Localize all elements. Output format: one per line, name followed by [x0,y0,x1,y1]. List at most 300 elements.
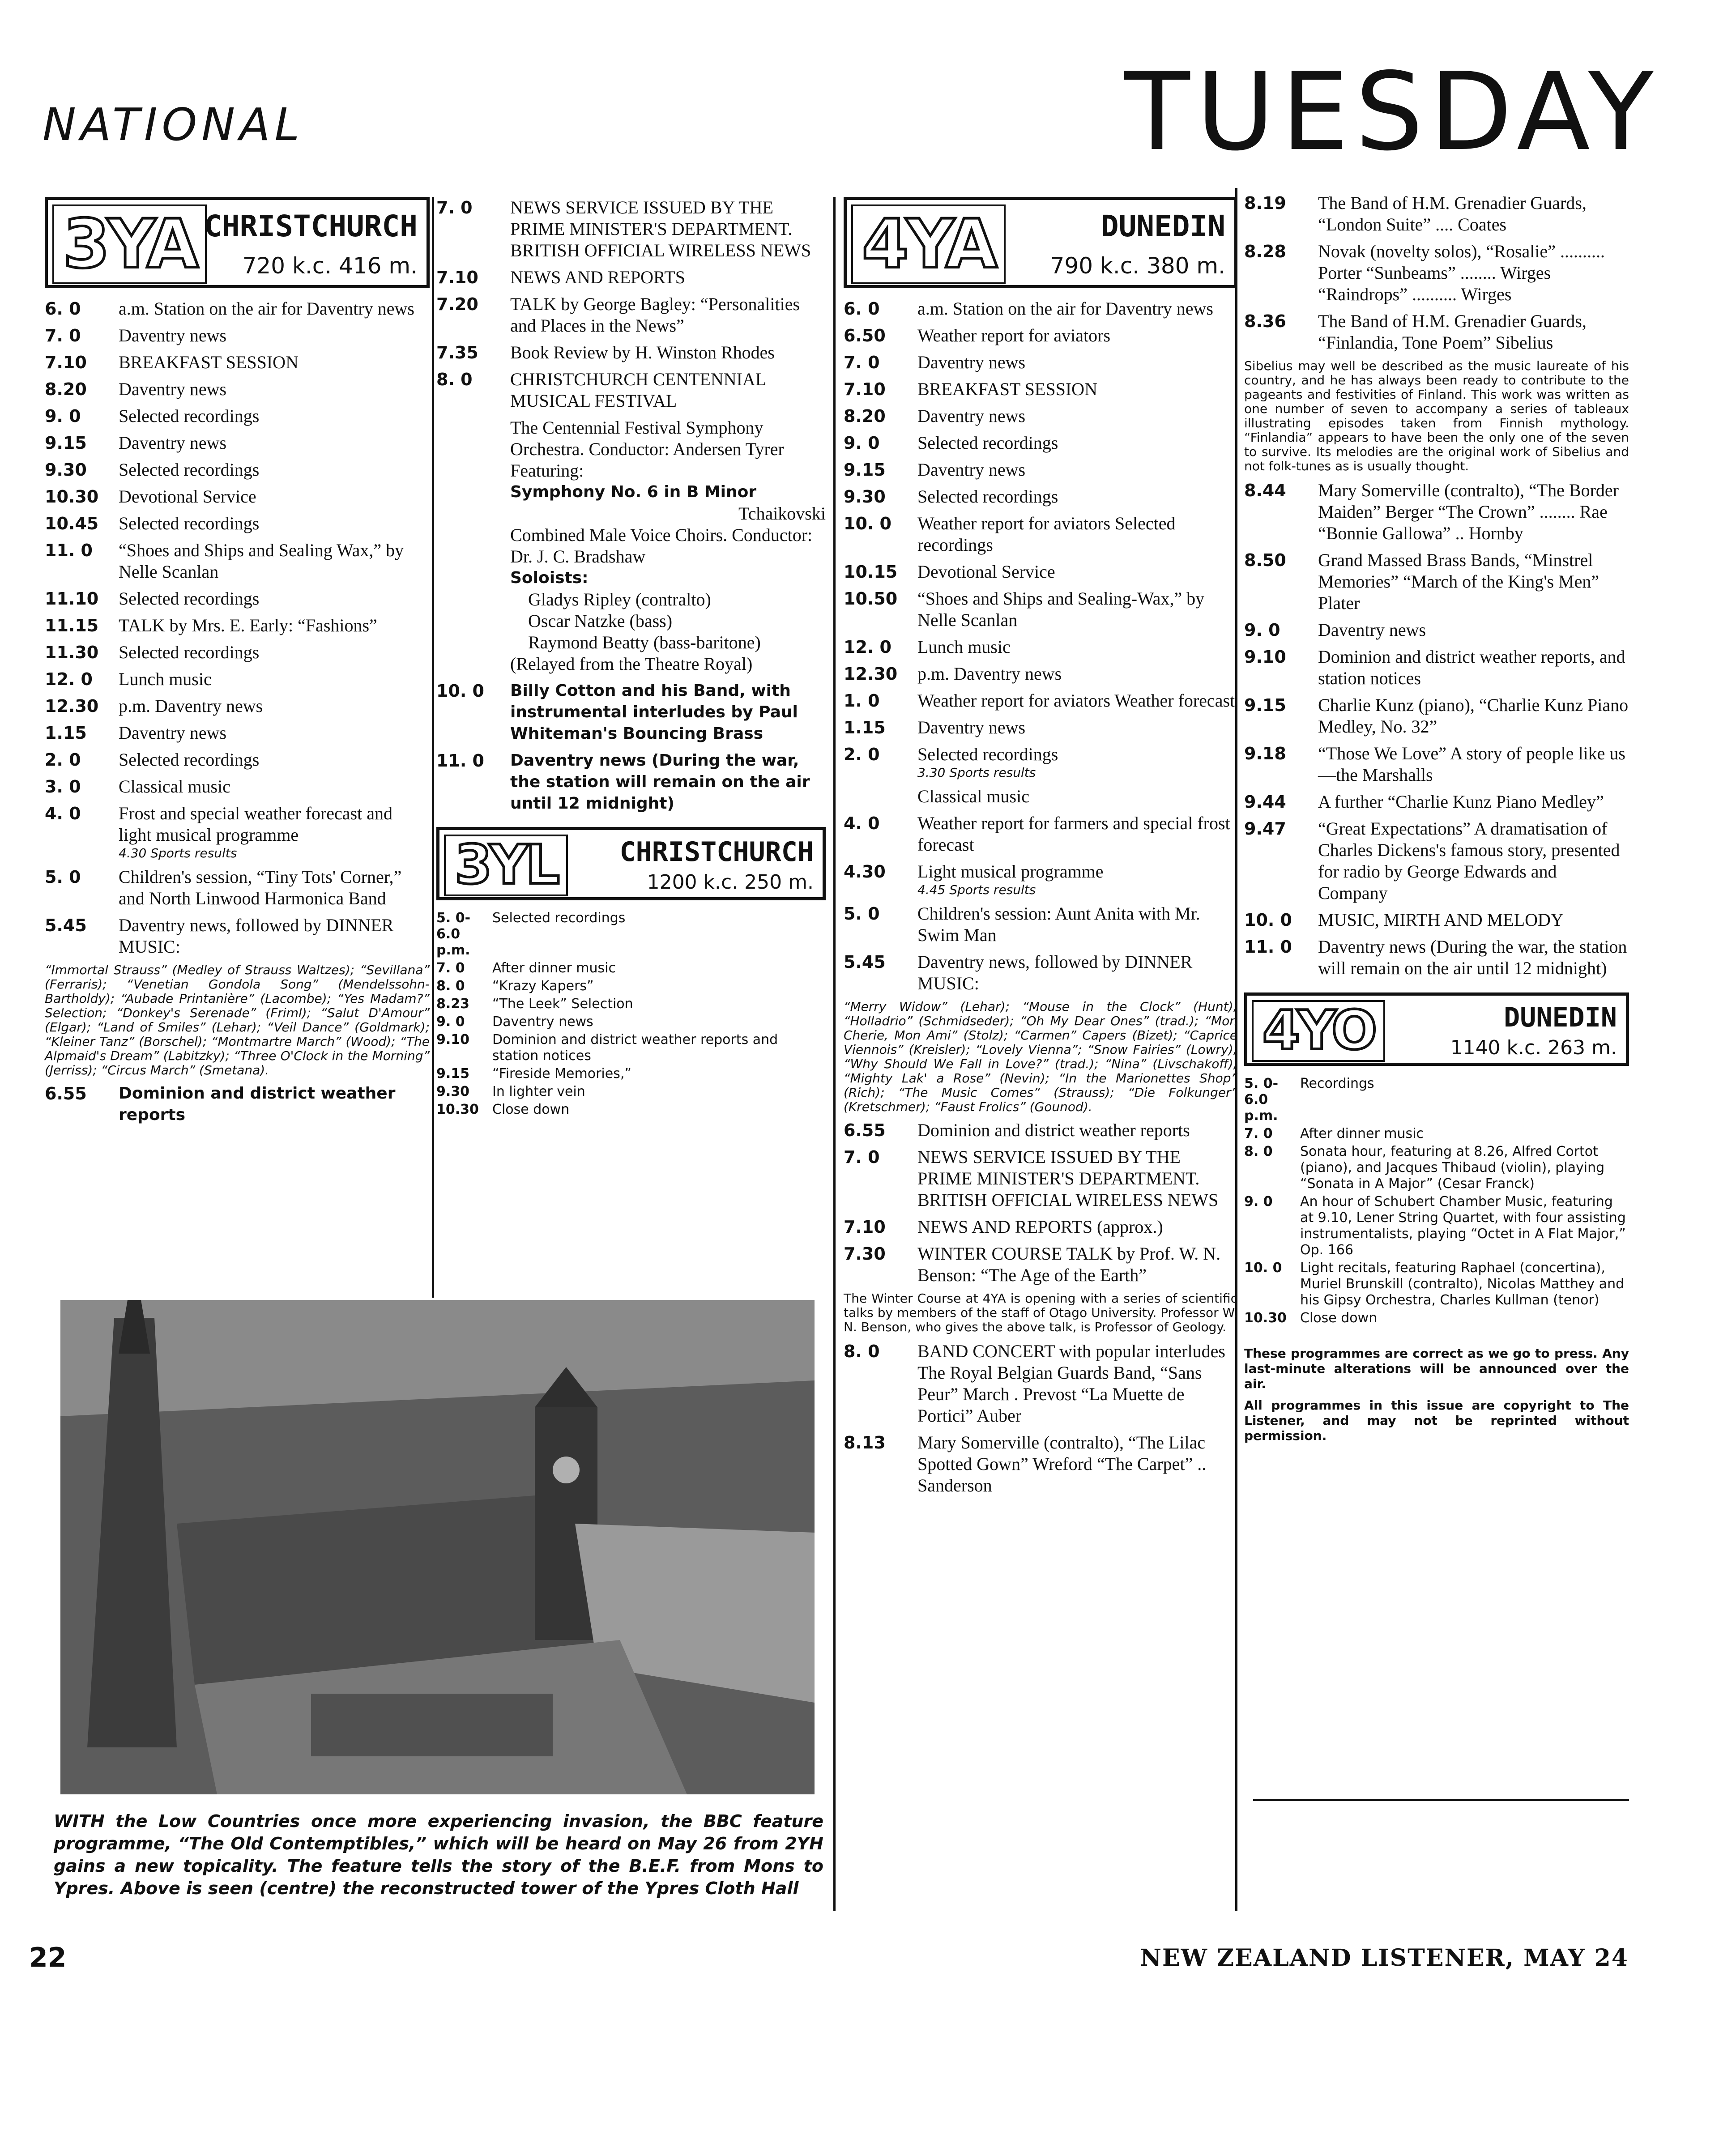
programme-list [1244,480,1629,979]
programme-time: 8.28 [1244,242,1286,261]
programme-item [436,978,826,994]
station-city: CHRISTCHURCH [204,209,418,243]
programme-item [45,722,430,744]
programme-title: Daventry news [119,379,227,399]
publication-footer: NEW ZEALAND LISTENER, MAY 24 [1140,1944,1629,1972]
programme-title: After dinner music [492,960,616,976]
programme-item [45,1083,430,1126]
programme-title: Selected recordings [119,460,260,480]
programme-title: Selected recordings [119,588,260,609]
programme-time: 7.10 [844,379,886,399]
station-callsign: 4YO [1252,1000,1385,1062]
programme-item [1244,241,1629,305]
programme-list [1244,192,1629,354]
programme-item [844,663,1237,685]
programme-title: NEWS AND REPORTS [510,267,685,287]
programme-title: Lunch music [917,637,1011,657]
programme-title: Recordings [1300,1076,1374,1091]
programme-item [436,1014,826,1030]
programme-time: 5. 0-6.0 p.m. [1244,1076,1279,1124]
programme-title: Close down [1300,1310,1378,1326]
dinner-music-list: “Merry Widow” (Lehar); “Mouse in the Clock” (Hunt); “Holladrio” (Schmidseder); “Oh My Dear Ones” (trad.); “Mon Cherie, Mon Ami” (Stolz); “Carmen” Capers (Bizet); “Caprice Viennois” (Kreisler); “Lovely Vienna”; “Snow Fairies” (Lowry); “Why Should We Fall in Love?” (trad.); “Nina” (Livschakoff); “Mighty Lak' a Rose” (Nevin); “In the Marionettes Shop” (Rich); “The Music Comes” (Strauss); “Die Folkunger” (Kretschmer); “Faust Frolics” (Gounod). [844,999,1237,1114]
programme-title: Selected recordings [119,750,260,770]
programme-title: Selected recordings [119,642,260,662]
programme-time: 9.15 [844,460,886,480]
programme-item [1244,480,1629,544]
programme-item [844,1432,1237,1496]
festival-soloist: Oscar Natzke (bass) [528,611,673,631]
programme-time: 3. 0 [45,777,81,797]
programme-time: 9.47 [1244,819,1286,839]
programme-list [436,680,826,814]
programme-time: 6. 0 [45,299,81,319]
programme-list [436,910,826,1118]
station-box-3yl [436,827,826,900]
programme-time: 10.30 [1244,1310,1287,1326]
programme-title: Light musical programme [917,861,1104,882]
programme-title: Daventry news [1318,620,1426,640]
programme-title: Daventry news [917,406,1026,426]
programme-item [45,642,430,663]
programme-item [844,903,1237,946]
programme-time: 9.30 [844,487,886,507]
programme-time: 7. 0 [45,326,81,345]
programme-title: Selected recordings [917,433,1058,453]
programme-time: 10. 0 [1244,910,1292,930]
programme-time: 8. 0 [1244,1144,1273,1159]
programme-item [436,1102,826,1118]
programme-item [436,342,826,363]
programme-title: Daventry news [119,325,227,345]
programme-time: 7.10 [45,353,87,372]
programme-time: 9.18 [1244,744,1286,763]
programme-time: 9.15 [436,1066,470,1082]
programme-title: A further “Charlie Kunz Piano Medley” [1318,792,1604,812]
dinner-music-list: “Immortal Strauss” (Medley of Strauss Waltzes); “Sevillana” (Ferraris); “Venetian Gondola Song” (Mendelssohn-Bartholdy); “Aubade Printanière” (Lacombe); “Yes Madam?” Selection; “Donkey's Serenade” (Friml); “Salut D'Amour” (Elgar); “Land of Smiles” (Lehar); “Veil Dance” (Goldmark); “Kleiner Tanz” (Borschel); “Montmartre March” (Wood); “The Alpmaid's Dream” (Labitzky); “Three O'Clock in the Morning” (Jerriss); “Circus March” (Smetana). [45,963,430,1078]
programme-title: WINTER COURSE TALK by Prof. W. N. Benson: “The Age of the Earth” [917,1244,1221,1285]
programme-subnote: 3.30 Sports results [917,765,1036,780]
photo-caption: WITH the Low Countries once more experiencing invasion, the BBC feature programme, “The Old Contemptibles,” which will be heard on May 26 from 2YH gains a new topicality. The feature tells the story of the B.E.F. from Mons to Ypres. Above is seen (centre) the reconstructed tower of the Ypres Cloth Hall [54,1811,823,1898]
programme-item [45,669,430,690]
programme-title: Weather report for farmers and special frost forecast [917,813,1230,855]
programme-title: The Band of H.M. Grenadier Guards, “London Suite” .... Coates [1318,193,1587,234]
programme-item [436,369,826,412]
programme-time: 9.15 [45,433,87,453]
programme-title: p.m. Daventry news [119,696,263,716]
programme-time: 8.20 [45,379,87,399]
station-frequency: 720 k.c. 416 m. [242,253,418,279]
programme-title: Daventry news, followed by DINNER MUSIC: [119,915,394,957]
programme-item [1244,1144,1629,1192]
programme-time: 5. 0 [844,904,880,924]
programme-title: a.m. Station on the air for Daventry news [917,298,1213,319]
programme-item [844,588,1237,631]
programme-item [436,680,826,745]
programme-title: Lunch music [119,669,212,689]
programme-item [45,588,430,609]
programme-time: 10.15 [844,562,898,582]
programme-time: 10.50 [844,589,898,609]
programme-title: “Those We Love” A story of people like us—the Marshalls [1318,743,1625,785]
programme-title: Daventry news [119,433,227,453]
programme-time: 6.50 [844,326,886,345]
programme-time: 11.15 [45,616,99,635]
copyright-notice: All programmes in this issue are copyright to The Listener, and may not be reprinted without permission. [1244,1398,1629,1443]
programme-title: NEWS AND REPORTS (approx.) [917,1217,1163,1237]
programme-time: 11. 0 [45,541,93,560]
programme-item [844,786,1237,807]
programme-time: 8.36 [1244,311,1286,331]
programme-time: 9.30 [45,460,87,480]
programme-item [1244,192,1629,235]
programme-title: “Krazy Kapers” [492,978,594,994]
station-box-4ya [844,197,1237,288]
programme-time: 1.15 [844,718,886,737]
festival-choirs: Combined Male Voice Choirs. Conductor: Dr. J. C. Bradshaw [510,525,813,567]
programme-title: Devotional Service [119,486,256,507]
programme-title: Dominion and district weather reports, and station notices [1318,647,1625,688]
festival-relay: (Relayed from the Theatre Royal) [510,654,753,674]
programme-time: 6.55 [45,1084,87,1103]
station-callsign: 3YL [444,835,568,896]
programme-title: “Great Expectations” A dramatisation of Charles Dickens's famous story, presented for radio by George Edwards and Company [1318,818,1620,903]
station-callsign: 3YA [52,204,207,284]
programme-title: Daventry news [917,460,1026,480]
programme-item [1244,1194,1629,1258]
programme-title: TALK by George Bagley: “Personalities and Places in the News” [510,294,800,336]
station-callsign: 4YA [851,204,1006,284]
festival-soloist: Raymond Beatty (bass-baritone) [528,632,761,652]
programme-item [45,352,430,373]
programme-item [844,513,1237,556]
programme-time: 7.20 [436,294,478,314]
programme-item [45,749,430,771]
page-number: 22 [29,1942,67,1973]
programme-item [436,1066,826,1082]
programme-title: Sonata hour, featuring at 8.26, Alfred Cortot (piano), and Jacques Thibaud (violin), playing “Sonata in A Major” (Cesar Franck) [1300,1144,1605,1192]
programme-time: 4. 0 [844,814,880,833]
ypres-photo [60,1300,815,1794]
programme-item [844,298,1237,319]
programme-item [1244,311,1629,354]
programme-title: Daventry news [492,1014,593,1030]
programme-item [1244,1260,1629,1308]
programme-title: Daventry news (During the war, the station will remain on the air until 12 midnight) [1318,937,1627,978]
programme-time: 11.10 [45,589,99,609]
programme-title: NEWS SERVICE ISSUED BY THE PRIME MINISTER'S DEPARTMENT. BRITISH OFFICIAL WIRELESS NEWS [917,1147,1219,1210]
station-city: DUNEDIN [1504,1002,1617,1033]
programme-title: “The Leek” Selection [492,996,633,1012]
programme-item [45,866,430,909]
programme-title: Daventry news [119,723,227,743]
programme-time: 8.19 [1244,193,1286,213]
programme-list [45,298,430,958]
programme-title: Frost and special weather forecast and light musical programme [119,803,392,845]
aerial-city-image [60,1300,815,1794]
programme-list [844,1120,1237,1286]
programme-item [844,690,1237,711]
programme-title: “Fireside Memories,” [492,1066,631,1082]
programme-item [844,1341,1237,1427]
programme-time: 8. 0 [436,370,473,389]
programme-time: 5. 0 [45,867,81,887]
programme-item [1244,549,1629,614]
programme-item [1244,1076,1629,1124]
festival-featuring: Featuring: [510,460,584,481]
programme-notice: These programmes are correct as we go to press. Any last-minute alterations will be announced over the air. [1244,1346,1629,1391]
programme-item [844,813,1237,856]
programme-time: 7. 0 [436,198,473,217]
programme-item [1244,694,1629,737]
programme-item [436,197,826,261]
programme-item [844,717,1237,738]
programme-title: p.m. Daventry news [917,664,1062,684]
column-rule [432,197,434,1298]
programme-time: 9. 0 [436,1014,465,1030]
programme-item [45,298,430,319]
programme-item [844,405,1237,427]
programme-title: MUSIC, MIRTH AND MELODY [1318,910,1564,930]
column-3ya [45,197,430,1131]
programme-list [844,298,1237,994]
programme-time: 11.30 [45,643,99,662]
programme-title: CHRISTCHURCH CENTENNIAL MUSICAL FESTIVAL [510,369,766,411]
programme-item [1244,1126,1629,1142]
programme-title: Grand Massed Brass Bands, “Minstrel Memories” “March of the King's Men” Plater [1318,550,1600,613]
programme-title: BREAKFAST SESSION [917,379,1097,399]
programme-title: In lighter vein [492,1084,585,1099]
programme-time: 1. 0 [844,691,880,711]
section-label: NATIONAL [43,98,304,151]
programme-list [1244,1076,1629,1326]
programme-time: 8.44 [1244,481,1286,500]
programme-item [45,615,430,636]
programme-title: After dinner music [1300,1126,1424,1142]
programme-title: Novak (novelty solos), “Rosalie” .......... Porter “Sunbeams” ........ Wirges “Raindrops” .......... Wirges [1318,241,1605,304]
programme-title: Daventry news (During the war, the station will remain on the air until 12 midnight) [510,751,810,813]
programme-item [436,1084,826,1100]
sibelius-note: Sibelius may well be described as the music laureate of his country, and he has always been ready to contribute to the pageants and festivities of Finland. This work was written as one number of seven to accompany a series of tableaux illustrating episodes taken from Finnish mythology. “Finlandia” appears to have been the only one of the seven to survive. Its melodies are the original work of Sibelius and not folk-tunes as is usually thought. [1244,358,1629,473]
programme-item [844,1120,1237,1141]
programme-time: 8.50 [1244,550,1286,570]
winter-course-note: The Winter Course at 4YA is opening with a series of scientific talks by members of the staff of Otago University. Professor W. N. Benson, who gives the above talk, is Professor of Geology. [844,1291,1237,1334]
programme-time: 9.10 [436,1032,470,1048]
station-city: CHRISTCHURCH [619,836,814,868]
programme-time: 8. 0 [844,1342,880,1361]
station-frequency: 1140 k.c. 263 m. [1450,1036,1617,1059]
programme-time: 9.44 [1244,792,1286,812]
programme-item [1244,1310,1629,1326]
programme-title: Classical music [119,776,230,797]
station-city: DUNEDIN [1100,209,1225,243]
festival-details [510,417,826,675]
programme-item [1244,619,1629,641]
programme-item [844,352,1237,373]
programme-title: An hour of Schubert Chamber Music, featuring at 9.10, Lener String Quartet, with four assisting instrumentalists, playing “Octet in A Flat Major,” Op. 166 [1300,1194,1626,1258]
programme-item [1244,818,1629,904]
programme-item [844,951,1237,994]
programme-time: 7.10 [436,268,478,287]
programme-item [45,405,430,427]
programme-time: 9. 0 [45,406,81,426]
festival-soloist: Gladys Ripley (contralto) [528,589,711,609]
programme-item [844,561,1237,583]
programme-time: 6. 0 [844,299,880,319]
programme-item [45,486,430,507]
programme-title: NEWS SERVICE ISSUED BY THE PRIME MINISTER'S DEPARTMENT. BRITISH OFFICIAL WIRELESS NEWS [510,197,811,260]
programme-title: Weather report for aviators Selected recordings [917,513,1176,555]
programme-list [436,197,826,412]
programme-title: “Shoes and Ships and Sealing Wax,” by Nelle Scanlan [119,540,404,582]
programme-title: a.m. Station on the air for Daventry news [119,298,414,319]
programme-title: Children's session, “Tiny Tots' Corner,” and North Linwood Harmonica Band [119,867,402,908]
programme-item [844,744,1237,780]
programme-item [844,379,1237,400]
station-frequency: 1200 k.c. 250 m. [647,871,814,894]
programme-time: 7. 0 [844,1147,880,1167]
programme-time: 11. 0 [436,751,484,771]
programme-time: 2. 0 [844,745,880,764]
programme-time: 10. 0 [436,681,484,701]
programme-item [436,267,826,288]
programme-item [45,776,430,797]
programme-time: 7. 0 [1244,1126,1273,1142]
programme-item [45,432,430,454]
programme-title: Close down [492,1102,570,1117]
station-frequency: 790 k.c. 380 m. [1050,253,1225,279]
programme-time: 12. 0 [45,669,93,689]
programme-time: 10. 0 [844,514,891,533]
programme-time: 9.30 [436,1084,470,1099]
programme-title: Weather report for aviators Weather forecast [917,690,1235,711]
programme-item [1244,909,1629,931]
programme-item [844,1146,1237,1211]
programme-item [844,636,1237,658]
programme-time: 8.23 [436,996,470,1012]
programme-item [844,1216,1237,1238]
programme-time: 12.30 [45,696,99,716]
programme-item [844,325,1237,346]
programme-time: 1.15 [45,723,87,743]
programme-item [844,861,1237,898]
programme-time: 10.30 [436,1102,479,1117]
programme-item [45,513,430,534]
programme-time: 4. 0 [45,804,81,823]
festival-composer: Tchaikovski [738,503,826,524]
programme-title: Mary Somerville (contralto), “The Lilac Spotted Gown” Wreford “The Carpet” .. Sanderson [917,1432,1207,1495]
programme-time: 9. 0 [1244,1194,1273,1210]
programme-title: Devotional Service [917,562,1055,582]
programme-time: 8.20 [844,406,886,426]
programme-time: 9.15 [1244,695,1286,715]
programme-title: Light recitals, featuring Raphael (concertina), Muriel Brunskill (contralto), Nicolas Matthey and his Gipsy Orchestra, Charles Kullman (tenor) [1300,1260,1625,1308]
programme-item [436,910,826,958]
programme-title: Selected recordings [119,406,260,426]
programme-title: Selected recordings [119,513,260,533]
programme-item [45,695,430,717]
programme-item [1244,743,1629,786]
programme-item [1244,646,1629,689]
programme-title: Dominion and district weather reports [917,1120,1190,1140]
programme-time: 7. 0 [436,960,465,976]
programme-time: 10. 0 [1244,1260,1282,1276]
programme-time: 8.13 [844,1433,886,1452]
programme-list [844,1341,1237,1496]
programme-time: 12.30 [844,664,898,684]
programme-item [436,996,826,1012]
programme-time: 11. 0 [1244,937,1292,957]
station-box-3ya [45,197,430,288]
programme-item [436,294,826,336]
programme-item [844,1243,1237,1286]
programme-time: 5.45 [844,952,886,972]
programme-title: The Band of H.M. Grenadier Guards, “Finlandia, Tone Poem” Sibelius [1318,311,1587,353]
programme-title: Weather report for aviators [917,325,1111,345]
programme-title: Book Review by H. Winston Rhodes [510,342,775,362]
programme-title: BAND CONCERT with popular interludes The Royal Belgian Guards Band, “Sans Peur” March . Prevost “La Muette de Portici” Auber [917,1341,1225,1426]
programme-time: 7.30 [844,1244,886,1264]
programme-item [45,803,430,861]
programme-time: 6.55 [844,1120,886,1140]
programme-time: 7.10 [844,1217,886,1237]
programme-item [45,325,430,346]
programme-title: Dominion and district weather reports [119,1084,396,1124]
column-rule [833,197,836,1911]
programme-title: Selected recordings [492,910,626,926]
programme-title: Daventry news, followed by DINNER MUSIC: [917,952,1193,993]
festival-orchestra: The Centennial Festival Symphony Orchestra. Conductor: Andersen Tyrer [510,417,784,459]
column-4ya-evening [1244,192,1629,1450]
programme-title: Classical music [917,786,1029,806]
programme-item [436,960,826,976]
programme-time: 4.30 [844,862,886,882]
day-heading: TUESDAY [1124,49,1660,175]
programme-time: 2. 0 [45,750,81,770]
programme-title: Charlie Kunz (piano), “Charlie Kunz Piano Medley, No. 32” [1318,695,1629,737]
programme-title: Dominion and district weather reports and station notices [492,1032,778,1064]
programme-item [844,432,1237,454]
programme-time: 5. 0-6.0 p.m. [436,910,471,958]
programme-item [436,750,826,814]
programme-item [45,915,430,958]
programme-title: Selected recordings [917,744,1058,764]
programme-subnote: 4.30 Sports results [119,846,237,860]
programme-subnote: 4.45 Sports results [917,882,1036,897]
programme-time: 9. 0 [1244,620,1280,640]
festival-soloists-label: Soloists: [510,569,589,587]
programme-item [844,486,1237,507]
programme-item [45,540,430,583]
programme-title: Selected recordings [917,486,1058,507]
programme-time [844,786,917,807]
programme-time: 10.30 [45,487,99,507]
programme-title: Daventry news [917,717,1026,737]
festival-symphony: Symphony No. 6 in B Minor [510,483,757,501]
programme-title: BREAKFAST SESSION [119,352,299,372]
programme-time: 7.35 [436,343,478,362]
programme-title: Mary Somerville (contralto), “The Border Maiden” Berger “The Crown” ........ Rae “Bonnie Gallowa” .. Hornby [1318,480,1619,543]
programme-time: 9.10 [1244,647,1286,667]
programme-title: TALK by Mrs. E. Early: “Fashions” [119,615,377,635]
programme-time: 8. 0 [436,978,465,994]
programme-time: 7. 0 [844,353,880,372]
programme-time: 10.45 [45,514,99,533]
column-3ya-evening [436,197,826,1120]
programme-item [45,379,430,400]
notice-rule [1253,1799,1629,1801]
programme-title: Billy Cotton and his Band, with instrumental interludes by Paul Whiteman's Bouncing Brass [510,682,798,743]
programme-time: 9. 0 [844,433,880,453]
